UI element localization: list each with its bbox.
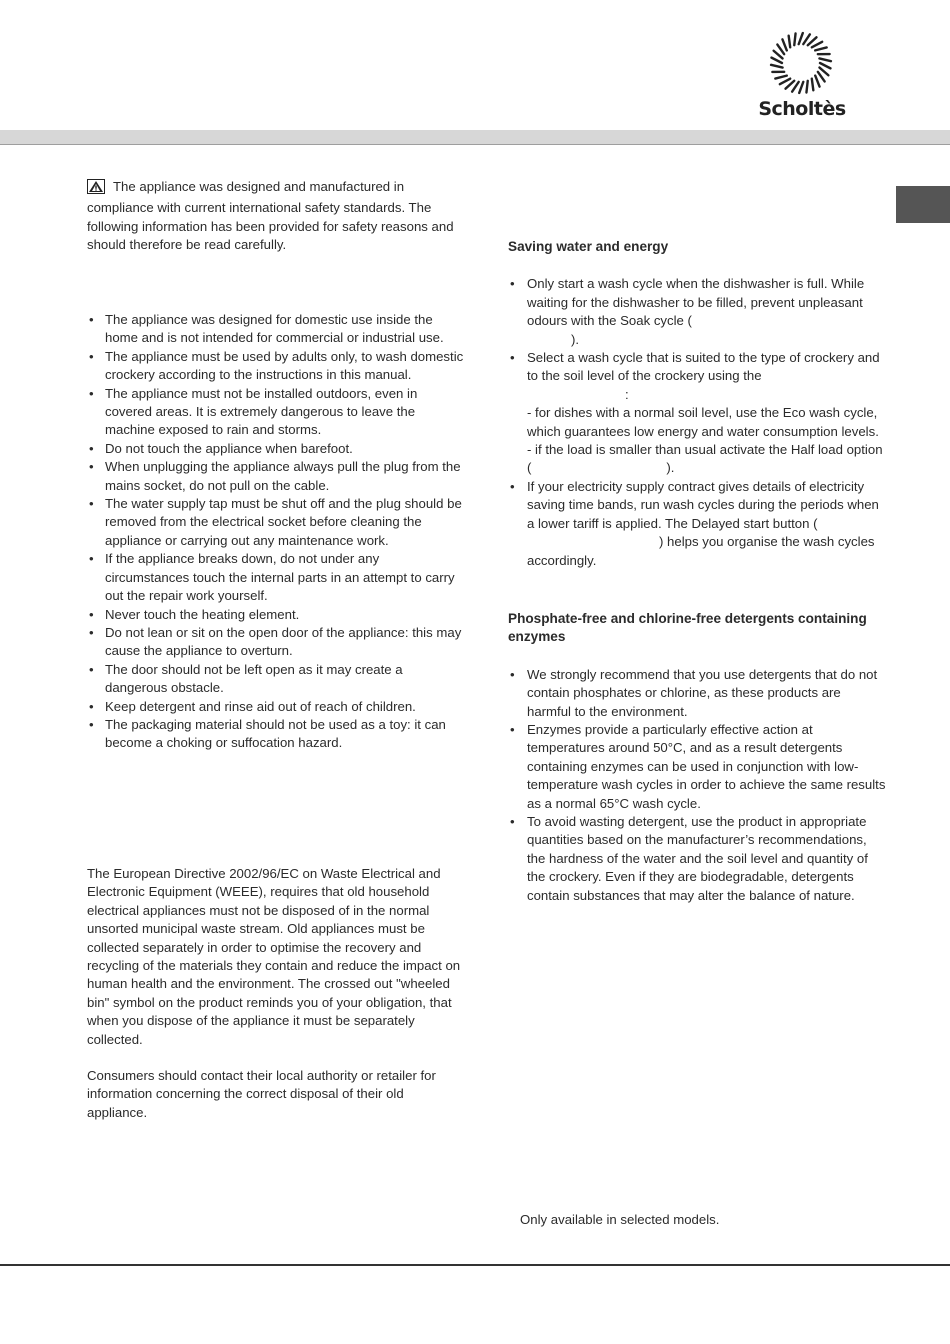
- detergent-section: [508, 610, 888, 905]
- saving-1a: Only start a wash cycle when the dishwasher is full. While waiting for the dishwasher to be filled, prevent unpleasant odours with the Soak cycle (: [527, 276, 865, 329]
- list-item: • The appliance must not be installed outdoors, even in covered areas. It is extremely dangerous to leave the machine exposed to rain and storms.: [87, 385, 467, 440]
- intro-section: [87, 178, 467, 255]
- saving-2d: - if the load is smaller than usual activate the Half load option (: [527, 442, 883, 476]
- intro-text: The appliance was designed and manufactured in compliance with current international safety standards. The following information has been provided for safety reasons and should therefore be read carefully.: [87, 179, 454, 253]
- safety-section: [87, 311, 467, 753]
- saving-list: [508, 275, 888, 570]
- list-item: • We strongly recommend that you use detergents that do not contain phosphates or chlorine, as these products are harmful to the environment.: [508, 666, 888, 721]
- list-item: • Keep detergent and rinse aid out of reach of children.: [87, 698, 467, 716]
- brand-logo: [752, 28, 852, 128]
- safety-list: [87, 311, 467, 753]
- list-item: • When unplugging the appliance always pull the plug from the mains socket, do not pull on the cable.: [87, 458, 467, 495]
- saving-2e: ).: [666, 460, 675, 476]
- saving-heading: Saving water and energy: [508, 239, 669, 254]
- language-tab: [896, 186, 950, 223]
- list-item: [508, 349, 888, 478]
- list-item: • The appliance must be used by adults only, to wash domestic crockery according to the instructions in this manual.: [87, 348, 467, 385]
- list-item: • To avoid wasting detergent, use the product in appropriate quantities based on the manufacturer’s recommendations, the hardness of the water and the soil level and quantity of the crockery. Even if they are biodegradable, detergents contain substances that may alter the balance of nature.: [508, 813, 888, 905]
- list-item: • If the appliance breaks down, do not under any circumstances touch the internal parts in an attempt to carry out the repair work yourself.: [87, 550, 467, 605]
- saving-2a: Select a wash cycle that is suited to the type of crockery and to the soil level of the crockery using the: [527, 350, 880, 384]
- saving-3b: ) helps you organise the wash cycles accordingly.: [527, 534, 875, 568]
- warning-icon: [87, 179, 105, 199]
- saving-3a: If your electricity supply contract gives details of electricity saving time bands, run wash cycles during the periods when a lower tariff is applied. The Delayed start button (: [527, 478, 879, 531]
- brand-name: Scholtès: [758, 98, 846, 120]
- list-item: [508, 478, 888, 570]
- list-item: • The door should not be left open as it may create a dangerous obstacle.: [87, 661, 467, 698]
- footer-rule: [0, 1264, 950, 1266]
- list-item: • The packaging material should not be used as a toy: it can become a choking or suffocation hazard.: [87, 716, 467, 753]
- sun-rays-logo-icon: [768, 30, 834, 96]
- intro-paragraph: [87, 178, 467, 255]
- header-band: [0, 130, 950, 145]
- list-item: • Never touch the heating element.: [87, 606, 467, 624]
- list-item: • Do not lean or sit on the open door of the appliance: this may cause the appliance to overturn.: [87, 624, 467, 661]
- list-item: • The appliance was designed for domestic use inside the home and is not intended for commercial or industrial use.: [87, 311, 467, 348]
- saving-2c: - for dishes with a normal soil level, use the Eco wash cycle, which guarantees low energy and water consumption levels.: [527, 405, 879, 439]
- footnote: Only available in selected models.: [520, 1212, 720, 1227]
- saving-section: [508, 238, 888, 570]
- consumers-paragraph: Consumers should contact their local authority or retailer for information concerning the correct disposal of their old appliance.: [87, 1068, 436, 1120]
- list-item: [508, 275, 888, 349]
- weee-paragraph: The European Directive 2002/96/EC on Waste Electrical and Electronic Equipment (WEEE), requires that old household electrical appliances must not be disposed of in the normal unsorted municipal waste stream. Old appliances must be collected separately in order to optimise the recovery and recycling of the materials they contain and reduce the impact on human health and the environment. The crossed out "wheeled bin" symbol on the product reminds you of your obligation, that when you dispose of the appliance it must be separately collected.: [87, 866, 461, 1047]
- list-item: • The water supply tap must be shut off and the plug should be removed from the electrical socket before cleaning the appliance or carrying out any maintenance work.: [87, 495, 467, 550]
- list-item: • Enzymes provide a particularly effective action at temperatures around 50°C, and as a result detergents containing enzymes can be used in conjunction with low-temperature wash cycles in order to achieve the same results as a normal 65°C wash cycle.: [508, 721, 888, 813]
- detergent-list: [508, 666, 888, 905]
- weee-section: [87, 865, 467, 1122]
- detergent-heading: Phosphate-free and chlorine-free detergents containing enzymes: [508, 611, 867, 645]
- list-item: • Do not touch the appliance when barefoot.: [87, 440, 467, 458]
- saving-2b: :: [625, 386, 629, 402]
- saving-1b: ).: [571, 331, 580, 347]
